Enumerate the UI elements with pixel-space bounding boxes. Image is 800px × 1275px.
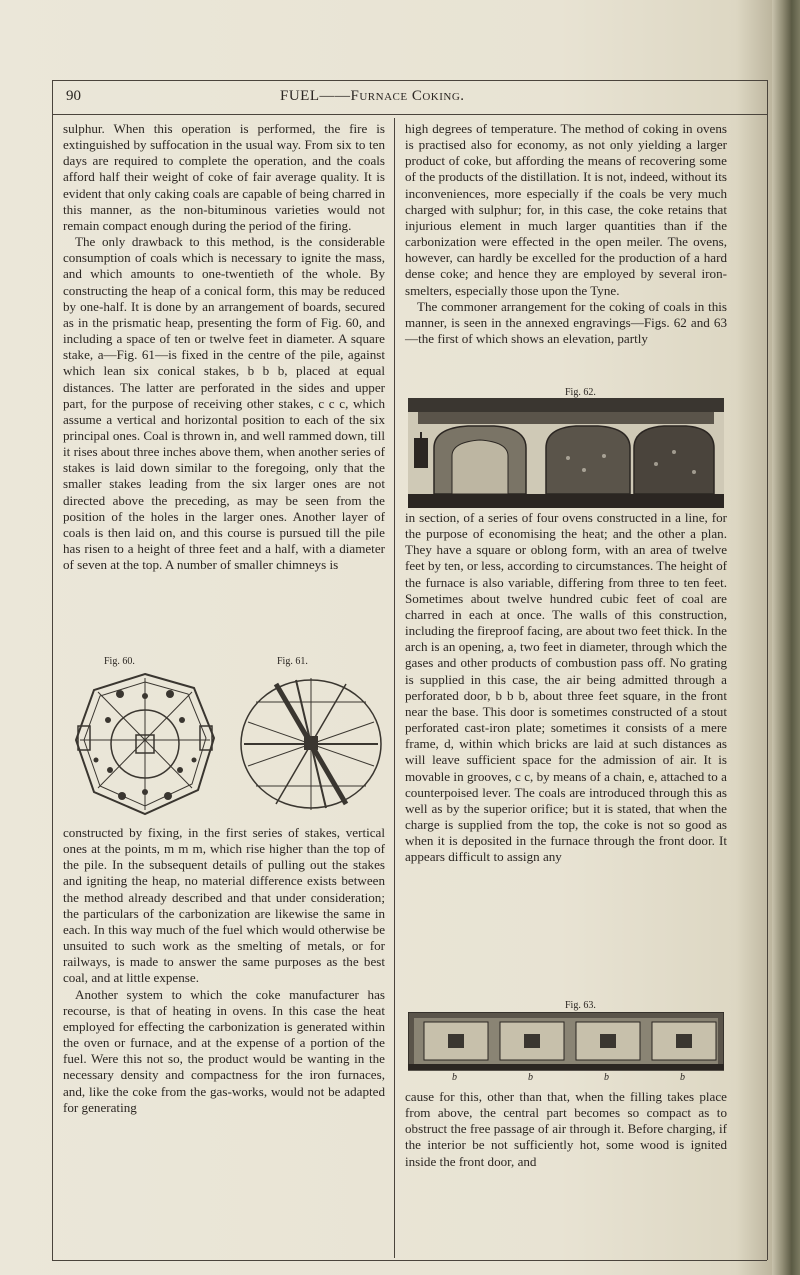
fig61-stake-arrangement [236, 670, 386, 818]
paragraph: The commoner arrangement for the coking of coals in this manner, is seen in the annexed engravings—Figs. 62 and 63—the first of which shows an elevation, partly [405, 298, 727, 347]
frame-bottom-rule [52, 1260, 767, 1261]
paragraph: in section, of a series of four ovens constructed in a line, for the purpose of economising the heat; and the other a plan. They have a square or oblong form, with an area of twelve feet by ten, or less, according to circumstances. The height of the furnace is also variable, differing from three to ten feet. Sometimes about twelve hundred cubic feet of coal are charred in each at once. The walls of this construction, including the fireproof facing, are about two feet thick. In the arch is an opening, a, two feet in diameter, through which the gases and other products of combustion pass off. No grating is supplied in this case, the air being admitted through a perforated door, b b b, about three feet square, in the front near the base. This door is sometimes constructed of a stout perforated cast-iron plate; sometimes it consists of a mere frame, d, within which bricks are laid at such distances as will leave sufficient space for the admission of air. It is movable in grooves, c c, by means of a chain, e, attached to a counterpoised lever. The coals are introduced through this as well as by the superior orifice; but it is stated, that when the charge is supplied from the top, the coke is not so good as when it is deposited in the furnace through the front door. It appears difficult to assign any [405, 510, 727, 865]
fig61-caption: Fig. 61. [277, 656, 308, 667]
column-divider [394, 118, 395, 1258]
frame-right-rule [767, 80, 768, 1260]
fig63-mark: b [452, 1072, 457, 1083]
running-title: FUEL——Furnace Coking. [280, 88, 465, 104]
running-header [50, 84, 760, 114]
paragraph: Another system to which the coke manufacturer has recourse, is that of heating in ovens. In this case the heat employed for effecting the carbonization is generated within the oven or furnace, and at the expense of a portion of the fuel. Were this not so, the product would be wanting in the necessary density and compactness for the iron furnaces, and, like the coke from the gas-works, would not be adapted for generating [63, 986, 385, 1115]
column-right-top [405, 121, 727, 347]
header-rule [52, 114, 767, 115]
frame-left-rule [52, 80, 53, 1260]
frame-top-rule [52, 80, 767, 81]
column-left-bottom [63, 825, 385, 1116]
paragraph: The only drawback to this method, is the considerable consumption of coals which is necessary to ignite the mass, and which amounts to one-twentieth of the whole. By constructing the heap of a conical form, this may be reduced by one-half. It is done by an arrangement of boards, secured as in the prismatic heap, presenting the form of Fig. 60, and including a space of ten or twelve feet in diameter. A square stake, a—Fig. 61—is fixed in the centre of the pile, against which lean six conical stakes, b b b, placed at equal distances. The latter are perforated in the sides and upper part, for the purpose of receiving other stakes, c c c, which assume a vertical and horizontal position to each of the six principal ones. Coal is thrown in, and well rammed down, till it rises about three inches above them, when another series of stakes is laid down similar to the foregoing, only that the smaller stakes leading from the six larger ones are not directed above the preceding, as may be seen from the position of the holes in the larger ones. Another layer of coals is then laid on, and this course is pursued till the pile has risen to a height of three feet and a half, with a diameter of seven at the top. A number of smaller chimneys is [63, 234, 385, 573]
column-left-top [63, 121, 385, 573]
paragraph: cause for this, other than that, when the filling takes place from above, the central part becomes so compact as to obstruct the free passage of air through it. Before charging, if the interior be not sufficiently hot, some wood is ignited inside the front door, and [405, 1089, 727, 1169]
page-number: 90 [66, 88, 81, 104]
fig60-conical-heap-plan [70, 668, 220, 820]
fig62-oven-elevation [408, 398, 724, 508]
paragraph: sulphur. When this operation is performed, the fire is extinguished by suffocation in the usual way. From six to ten days are required to complete the operation, and the coals afford half their weight of coke of fair average quality. It is evident that only caking coals are capable of being charred in this manner, as the non-bituminous varieties would not remain compact enough during the period of the firing. [63, 121, 385, 233]
paragraph: constructed by fixing, in the first series of stakes, vertical ones at the points, m m m, which rise higher than the top of the pile. In the subsequent details of pulling out the stakes and igniting the heap, no material difference exists between the method already described and that under consideration; the particulars of the carbonization are likewise the same in each. In this way much of the fuel which would otherwise be unsuited to such work as the smelting of metals, or for railways, is made to answer the same purposes as the best coal, and at little expense. [63, 825, 385, 986]
paragraph: high degrees of temperature. The method of coking in ovens is practised also for economy, as not only yielding a larger product of coke, but affording the means of recovering some of the products of the distillation. It is not, indeed, without its inconveniences, more especially if the coals be very much charged with sulphur; for, in this case, the coke retains that injurious element in much larger quantities than if the carbonization were effected in the open meiler. The ovens, however, can hardly be excelled for the production of a hard dense coke; and hence they are employed by several iron-smelters, especially those upon the Tyne. [405, 121, 727, 298]
fig63-mark: b [680, 1072, 685, 1083]
fig60-caption: Fig. 60. [104, 656, 135, 667]
column-right-middle [405, 510, 727, 865]
book-gutter-edge [772, 0, 800, 1275]
fig63-mark: b [528, 1072, 533, 1083]
column-right-bottom [405, 1089, 727, 1170]
fig63-caption: Fig. 63. [565, 1000, 596, 1011]
fig62-caption: Fig. 62. [565, 387, 596, 398]
fig63-mark: b [604, 1072, 609, 1083]
